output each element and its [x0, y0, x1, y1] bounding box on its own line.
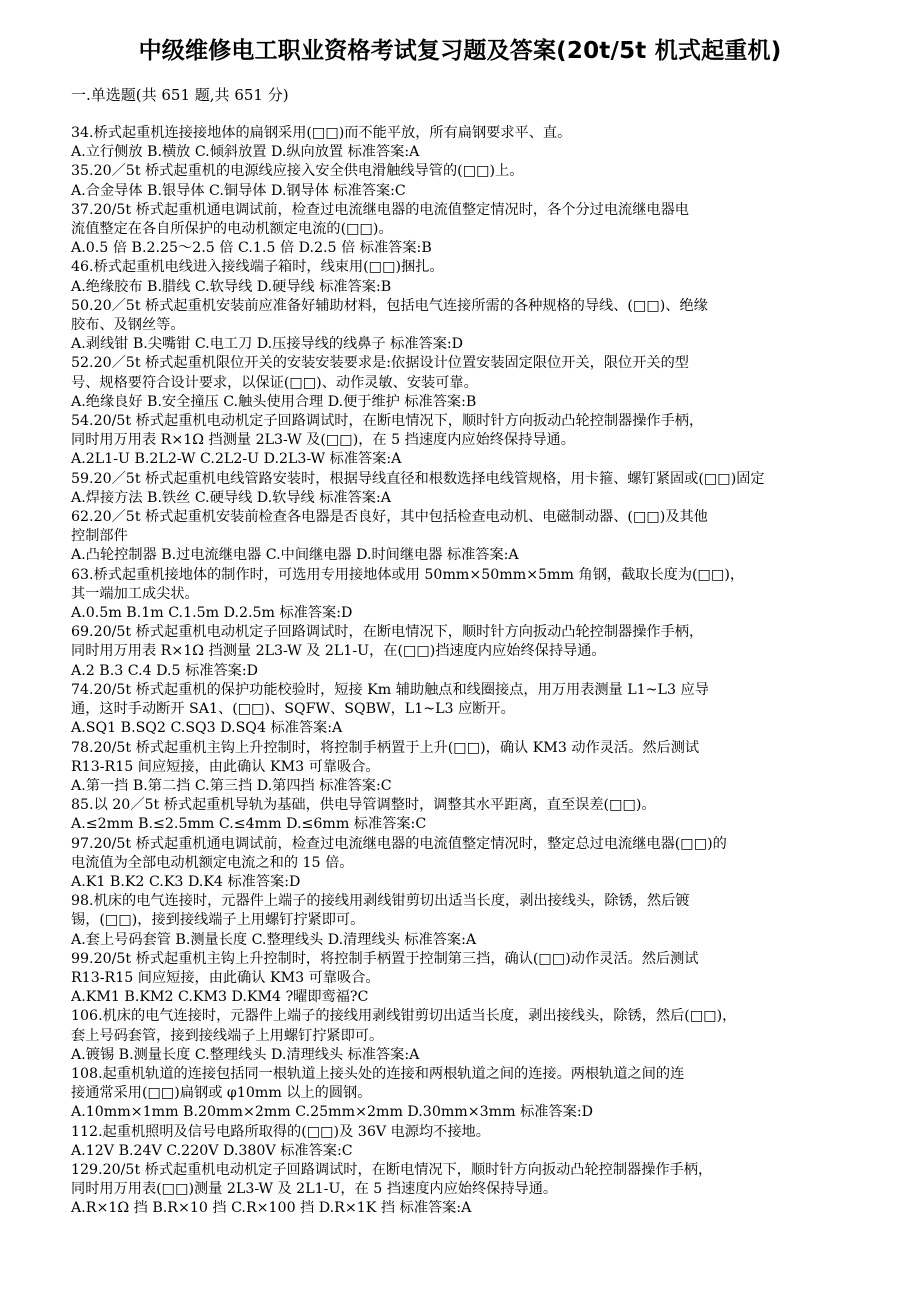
text-line: 46.桥式起重机电线进入接线端子箱时，线束用(□□)捆扎。: [71, 259, 444, 276]
text-line: A.0.5 倍 B.2.25～2.5 倍 C.1.5 倍 D.2.5 倍 标准答案:B: [71, 240, 432, 257]
text-line: 同时用万用表 R×1Ω 挡测量 2L3-W 及(□□)，在 5 挡速度内应始终保持导通。: [71, 432, 575, 449]
text-line: 78.20/5t 桥式起重机主钩上升控制时，将控制手柄置于上升(□□)，确认 KM3 动作灵活。然后测试: [71, 739, 700, 756]
text-line: A.剥线钳 B.尖嘴钳 C.电工刀 D.压接导线的线鼻子 标准答案:D: [71, 336, 464, 353]
text-line: 54.20/5t 桥式起重机电动机定子回路调试时，在断电情况下，顺时针方向扳动凸轮控制器操作手柄，: [71, 413, 704, 430]
text-line: A.焊接方法 B.铁丝 C.硬导线 D.软导线 标准答案:A: [71, 489, 391, 506]
text-line: R13-R15 间应短接，由此确认 KM3 可靠吸合。: [71, 969, 380, 986]
text-line: 控制部件: [71, 528, 128, 545]
text-line: A.套上号码套管 B.测量长度 C.整理线头 D.清理线头 标准答案:A: [71, 931, 477, 948]
text-line: A.SQ1 B.SQ2 C.SQ3 D.SQ4 标准答案:A: [71, 720, 343, 737]
text-line: 98.机床的电气连接时，元器件上端子的接线用剥线钳剪切出适当长度，剥出接线头，除锈，然后镀: [71, 893, 690, 910]
text-line: A.立行侧放 B.横放 C.倾斜放置 D.纵向放置 标准答案:A: [71, 144, 420, 161]
text-line: 106.机床的电气连接时，元器件上端子的接线用剥线钳剪切出适当长度，剥出接线头，除锈，然后(□□)，: [71, 1008, 737, 1025]
text-line: A.绝缘良好 B.安全撞压 C.触头使用合理 D.便于维护 标准答案:B: [71, 393, 477, 410]
text-line: 62.20／5t 桥式起重机安装前检查各电器是否良好，其中包括检查电动机、电磁制动器、(□□)及其他: [71, 509, 708, 526]
text-line: A.2 B.3 C.4 D.5 标准答案:D: [71, 662, 258, 679]
text-line: 34.桥式起重机连接接地体的扁钢采用(□□)而不能平放，所有扁钢要求平、直。: [71, 125, 572, 141]
text-line: A.≤2mm B.≤2.5mm C.≤4mm D.≤6mm 标准答案:C: [71, 816, 427, 833]
text-line: 63.桥式起重机接地体的制作时，可选用专用接地体或用 50mm×50mm×5mm 角钢，截取长度为(□□)，: [71, 566, 745, 583]
text-line: 74.20/5t 桥式起重机的保护功能校验时，短接 Km 辅助触点和线圈接点，用万用表测量 L1~L3 应导: [71, 681, 709, 698]
text-line: 接通常采用(□□)扁钢或 φ10mm 以上的圆钢。: [71, 1085, 372, 1102]
text-line: 流值整定在各自所保护的电动机额定电流的(□□)。: [71, 221, 393, 238]
text-line: 129.20/5t 桥式起重机电动机定子回路调试时，在断电情况下，顺时针方向扳动凸轮控制器操作手柄，: [71, 1161, 713, 1178]
text-line: 锡，(□□)，接到接线端子上用螺钉拧紧即可。: [71, 912, 365, 929]
text-line: 号、规格要符合设计要求，以保证(□□)、动作灵敏、安装可靠。: [71, 374, 478, 391]
text-line: A.R×1Ω 挡 B.R×10 挡 C.R×100 挡 D.R×1K 挡 标准答案:A: [71, 1200, 472, 1217]
text-line: 电流值为全部电动机额定电流之和的 15 倍。: [71, 854, 354, 871]
text-line: 其一端加工成尖状。: [71, 585, 199, 602]
question-list: [71, 124, 917, 1219]
text-line: 35.20／5t 桥式起重机的电源线应接入安全供电滑触线导管的(□□)上。: [71, 163, 524, 180]
text-line: 108.起重机轨道的连接包括同一根轨道上接头处的连接和两根轨道之间的连接。两根轨道之间的连: [71, 1065, 685, 1082]
text-line: 52.20／5t 桥式起重机限位开关的安装安装要求是:依据设计位置安装固定限位开关，限位开关的型: [71, 355, 689, 372]
text-line: 通，这时手动断开 SA1、(□□)、SQFW、SQBW，L1~L3 应断开。: [71, 701, 515, 718]
text-line: A.10mm×1mm B.20mm×2mm C.25mm×2mm D.30mm×3mm 标准答案:D: [71, 1104, 593, 1121]
text-line: 99.20/5t 桥式起重机主钩上升控制时，将控制手柄置于控制第三挡，确认(□□)动作灵活。然后测试: [71, 950, 699, 967]
text-line: 同时用万用表 R×1Ω 挡测量 2L3-W 及 2L1-U，在(□□)挡速度内应始终保持导通。: [71, 643, 606, 660]
text-line: 59.20／5t 桥式起重机电线管路安装时，根据导线直径和根数选择电线管规格，用卡箍、螺钉紧固或(□□)固定: [71, 470, 765, 487]
text-line: A.2L1-U B.2L2-W C.2L2-U D.2L3-W 标准答案:A: [71, 451, 402, 468]
section-heading: 一.单选题(共 651 题,共 651 分): [71, 86, 289, 104]
text-line: 112.起重机照明及信号电路所取得的(□□)及 36V 电源均不接地。: [71, 1123, 490, 1140]
text-line: 同时用万用表(□□)测量 2L3-W 及 2L1-U，在 5 挡速度内应始终保持导通。: [71, 1181, 558, 1198]
text-line: A.KM1 B.KM2 C.KM3 D.KM4 ?曜即鸾福?C: [71, 989, 369, 1006]
text-line: A.12V B.24V C.220V D.380V 标准答案:C: [71, 1142, 353, 1159]
text-line: 50.20／5t 桥式起重机安装前应准备好辅助材料，包括电气连接所需的各种规格的导线、(□□)、绝缘: [71, 297, 708, 314]
text-line: 97.20/5t 桥式起重机通电调试前，检查过电流继电器的电流值整定情况时，整定总过电流继电器(□□)的: [71, 835, 727, 852]
text-line: A.凸轮控制器 B.过电流继电器 C.中间继电器 D.时间继电器 标准答案:A: [71, 547, 519, 564]
text-line: 37.20/5t 桥式起重机通电调试前，检查过电流继电器的电流值整定情况时，各个分过电流继电器电: [71, 201, 689, 218]
text-line: A.绝缘胶布 B.腊线 C.软导线 D.硬导线 标准答案:B: [71, 278, 392, 295]
text-line: 套上号码套管，接到接线端子上用螺钉拧紧即可。: [71, 1027, 384, 1044]
text-line: 85.以 20／5t 桥式起重机导轨为基础，供电导管调整时，调整其水平距离，直至误差(□□)。: [71, 797, 656, 814]
text-line: A.合金导体 B.银导体 C.铜导体 D.钢导体 标准答案:C: [71, 182, 406, 199]
text-line: R13-R15 间应短接，由此确认 KM3 可靠吸合。: [71, 758, 380, 775]
text-line: A.K1 B.K2 C.K3 D.K4 标准答案:D: [71, 873, 301, 890]
text-line: A.0.5m B.1m C.1.5m D.2.5m 标准答案:D: [71, 605, 353, 622]
text-line: 69.20/5t 桥式起重机电动机定子回路调试时，在断电情况下，顺时针方向扳动凸轮控制器操作手柄，: [71, 624, 704, 641]
text-line: 胶布、及钢丝等。: [71, 317, 185, 334]
document-title: 中级维修电工职业资格考试复习题及答案(20t/5t 机式起重机): [138, 38, 782, 64]
text-line: A.第一挡 B.第二挡 C.第三挡 D.第四挡 标准答案:C: [71, 777, 392, 794]
text-line: A.镀锡 B.测量长度 C.整理线头 D.清理线头 标准答案:A: [71, 1046, 420, 1063]
